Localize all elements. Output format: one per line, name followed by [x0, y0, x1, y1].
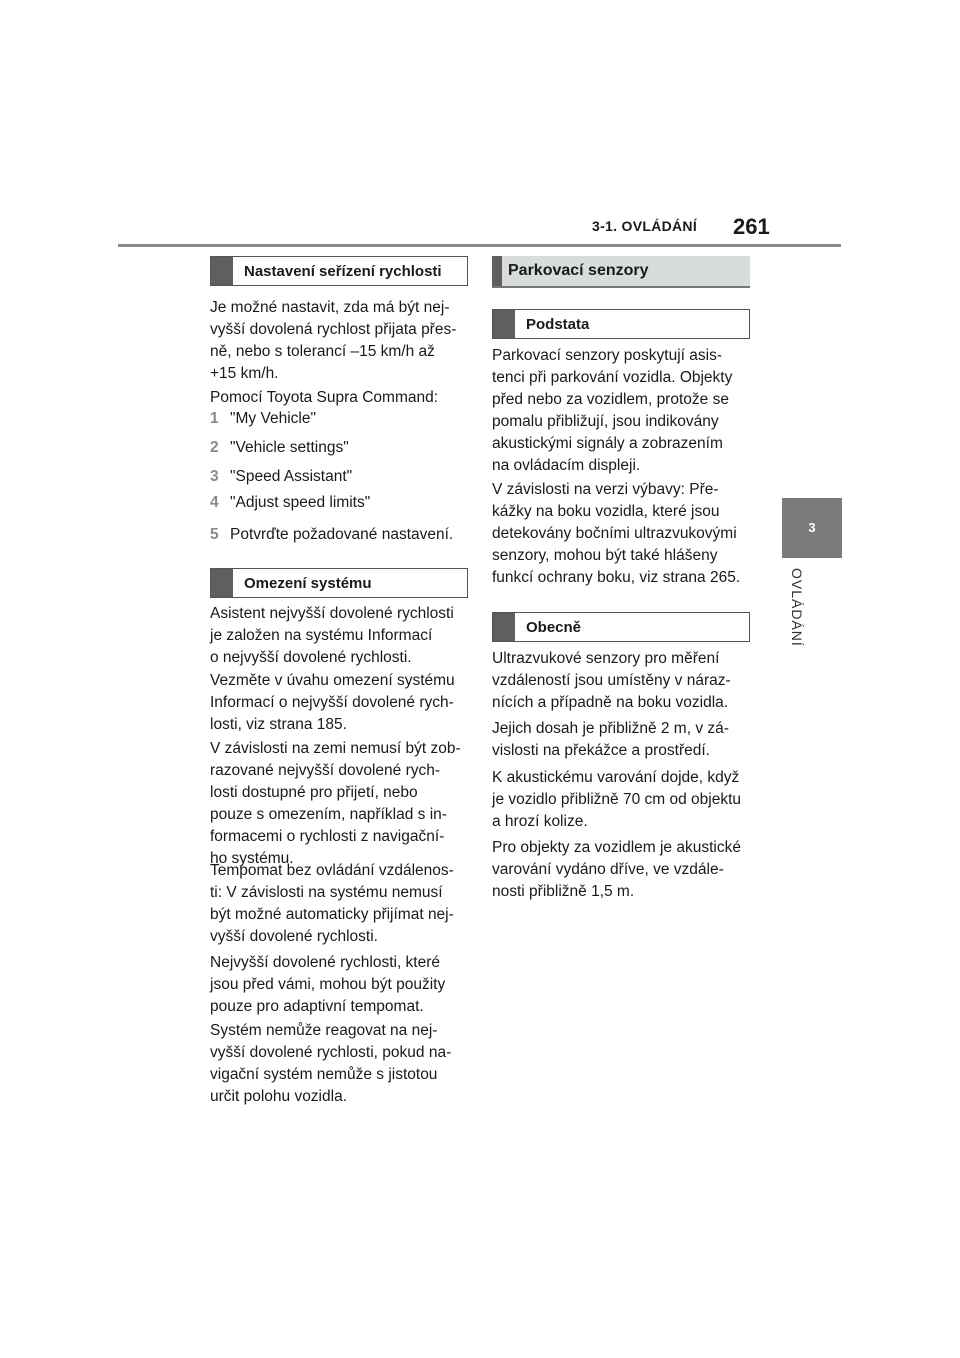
heading-marker: [211, 257, 233, 285]
list-item: [210, 410, 316, 428]
chapter-tab: 3: [782, 498, 842, 558]
paragraph: Je možné nastavit, zda má být nej- vyšší dovolená rychlost přijata přes- ně, nebo s tolerancí –15 km/h až +15 km/h.: [210, 299, 457, 382]
heading-marker: [493, 310, 515, 338]
paragraph: Pomocí Toyota Supra Command:: [210, 389, 439, 406]
paragraph: K akustickému varování dojde, když je vozidlo přibližně 70 cm od objektu a hrozí kolize.: [492, 769, 741, 830]
chapter-label: OVLÁDÁNÍ: [789, 568, 805, 647]
paragraph: Pro objekty za vozidlem je akustické varování vydáno dříve, ve vzdále- nosti přibližně 1,5 m.: [492, 839, 741, 900]
step-text: "Vehicle settings": [230, 439, 349, 456]
section-title: Parkovací senzory: [508, 262, 649, 279]
heading-title: Obecně: [526, 618, 582, 636]
paragraph: Nejvyšší dovolené rychlosti, které jsou před vámi, mohou být použity pouze pro adaptivní tempomat.: [210, 954, 446, 1015]
header-rule: [118, 244, 841, 247]
heading-system-limits: [210, 568, 468, 598]
step-text: "My Vehicle": [230, 410, 316, 427]
step-text: Potvrďte požadované nastavení.: [230, 526, 454, 543]
step-number: 4: [210, 494, 219, 511]
step-number: 2: [210, 439, 219, 456]
step-text: "Speed Assistant": [230, 468, 353, 485]
paragraph: Parkovací senzory poskytují asis- tenci při parkování vozidla. Objekty před nebo za vozidlem, protože se pomalu přibližují, jsou indikovány akustickými signály a zobrazením na ovládacím displeji.: [492, 347, 733, 474]
page-number: 261: [733, 214, 770, 239]
list-item: [210, 526, 453, 544]
list-item: [210, 494, 370, 512]
paragraph: V závislosti na verzi výbavy: Pře- kážky na boku vozidla, které jsou detekovány bočními ultrazvukovými senzory, mohou být také hlášeny funkcí ochrany boku, viz strana 265.: [492, 481, 741, 586]
paragraph: Ultrazvukové senzory pro měření vzdáleností jsou umístěny v náraz- nících a případně na boku vozidla.: [492, 650, 731, 711]
heading-title: Omezení systému: [244, 574, 372, 592]
section-header: 3-1. OVLÁDÁNÍ: [592, 218, 698, 234]
list-item: [210, 439, 349, 457]
step-number: 3: [210, 468, 219, 485]
paragraph: Tempomat bez ovládání vzdálenos- ti: V závislosti na systému nemusí být možné automaticky přijímat nej- vyšší dovolené rychlosti.: [210, 862, 454, 945]
paragraph: V závislosti na zemi nemusí být zob- razované nejvyšší dovolené rych- losti dostupné pro přijetí, nebo pouze s omezením, například s in- formacemi o rychlosti z navigační- ho systému.: [210, 740, 461, 867]
step-number: 5: [210, 526, 219, 543]
heading-title: Podstata: [526, 315, 590, 333]
heading-marker: [493, 613, 515, 641]
heading-speed-setting: [210, 256, 468, 286]
heading-principle: [492, 309, 750, 339]
heading-title: Nastavení seřízení rychlosti: [244, 262, 442, 280]
section-marker: [492, 256, 502, 286]
paragraph: Jejich dosah je přibližně 2 m, v zá- vislosti na překážce a prostředí.: [492, 720, 729, 759]
heading-marker: [211, 569, 233, 597]
paragraph: Asistent nejvyšší dovolené rychlosti je založen na systému Informací o nejvyšší dovolené rychlosti.: [210, 605, 454, 666]
paragraph: Systém nemůže reagovat na nej- vyšší dovolené rychlosti, pokud na- vigační systém nemůže s jistotou určit polohu vozidla.: [210, 1022, 452, 1105]
section-title-parking-sensors: [492, 256, 750, 288]
paragraph: Vezměte v úvahu omezení systému Informací o nejvyšší dovolené rych- losti, viz strana 185.: [210, 672, 455, 733]
step-text: "Adjust speed limits": [230, 494, 371, 511]
step-number: 1: [210, 410, 219, 427]
list-item: [210, 468, 352, 486]
heading-general: [492, 612, 750, 642]
